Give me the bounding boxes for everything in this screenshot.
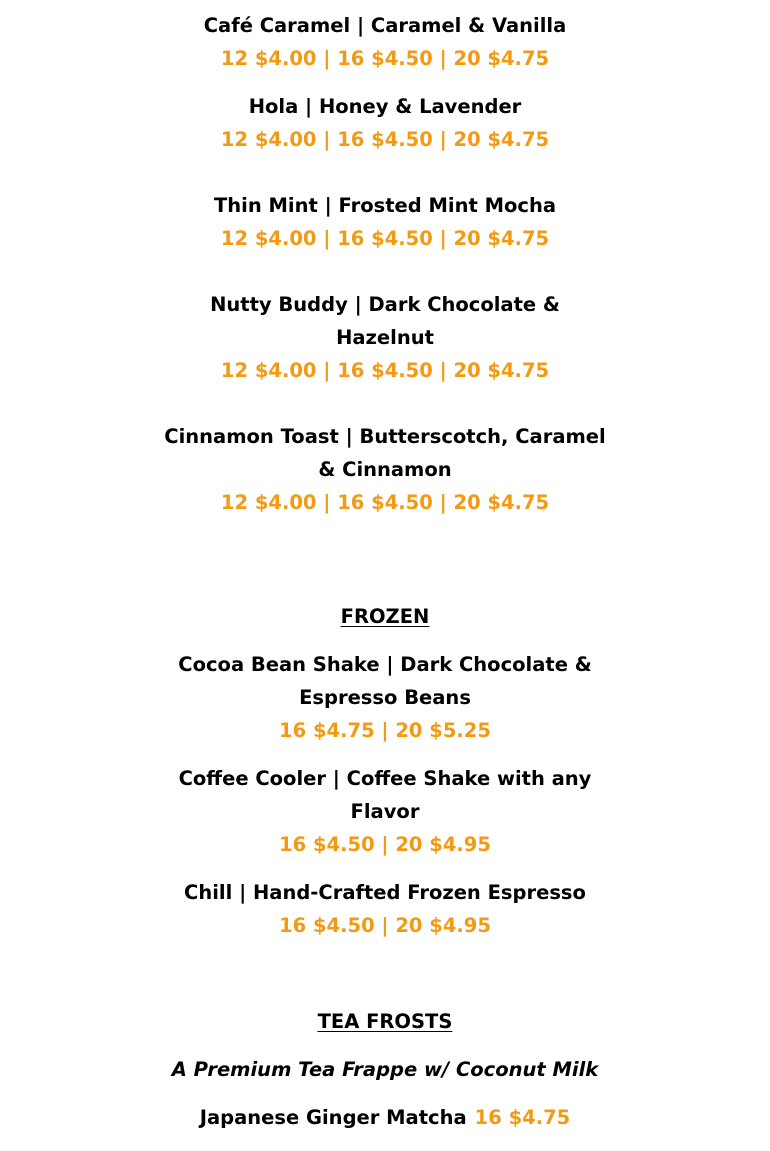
section-heading-tea-frosts	[0, 1005, 770, 1038]
menu-item-name: Café Caramel | Caramel & Vanilla	[203, 14, 567, 37]
menu-item-prices: 12 $4.00 | 16 $4.50 | 20 $4.75	[220, 128, 550, 151]
section-subtitle: A Premium Tea Frappe w/ Coconut Milk	[171, 1058, 599, 1081]
menu-item-name: Cinnamon Toast | Butterscotch, Caramel	[164, 425, 606, 448]
section-heading-frozen-text: FROZEN	[340, 605, 430, 628]
menu-item-name: Thin Mint | Frosted Mint Mocha	[213, 194, 556, 217]
menu-item-prices: 12 $4.00 | 16 $4.50 | 20 $4.75	[220, 359, 550, 382]
menu-item-prices: 12 $4.00 | 16 $4.50 | 20 $4.75	[220, 47, 550, 70]
menu-item-name: Nutty Buddy | Dark Chocolate &	[210, 293, 560, 316]
menu-item-name: Cocoa Bean Shake | Dark Chocolate &	[178, 653, 592, 676]
menu-item-name: Chill | Hand-Crafted Frozen Espresso	[184, 881, 586, 904]
menu-item-name-continued: Hazelnut	[336, 326, 434, 349]
menu-item-name: Japanese Ginger Matcha	[199, 1106, 467, 1129]
menu-item-name-continued: Espresso Beans	[299, 686, 471, 709]
menu-item-name: Coffee Cooler | Coffee Shake with any	[178, 767, 592, 790]
menu-item-prices: 16 $4.50 | 20 $4.95	[279, 914, 491, 937]
menu-item-name-continued: Flavor	[350, 800, 420, 823]
menu-item-prices: 12 $4.00 | 16 $4.50 | 20 $4.75	[220, 491, 550, 514]
menu-item-prices: 16 $4.50 | 20 $4.95	[279, 833, 491, 856]
menu-item-row	[0, 1101, 770, 1134]
menu-item-price: 16 $4.75	[474, 1106, 571, 1129]
menu-item-name: Hola | Honey & Lavender	[248, 95, 522, 118]
menu-item-name-continued: & Cinnamon	[318, 458, 452, 481]
menu-item-prices: 12 $4.00 | 16 $4.50 | 20 $4.75	[220, 227, 550, 250]
section-heading-tea-frosts-text: TEA FROSTS	[317, 1010, 453, 1033]
section-heading-frozen	[0, 600, 770, 633]
menu-item-prices: 16 $4.75 | 20 $5.25	[279, 719, 491, 742]
